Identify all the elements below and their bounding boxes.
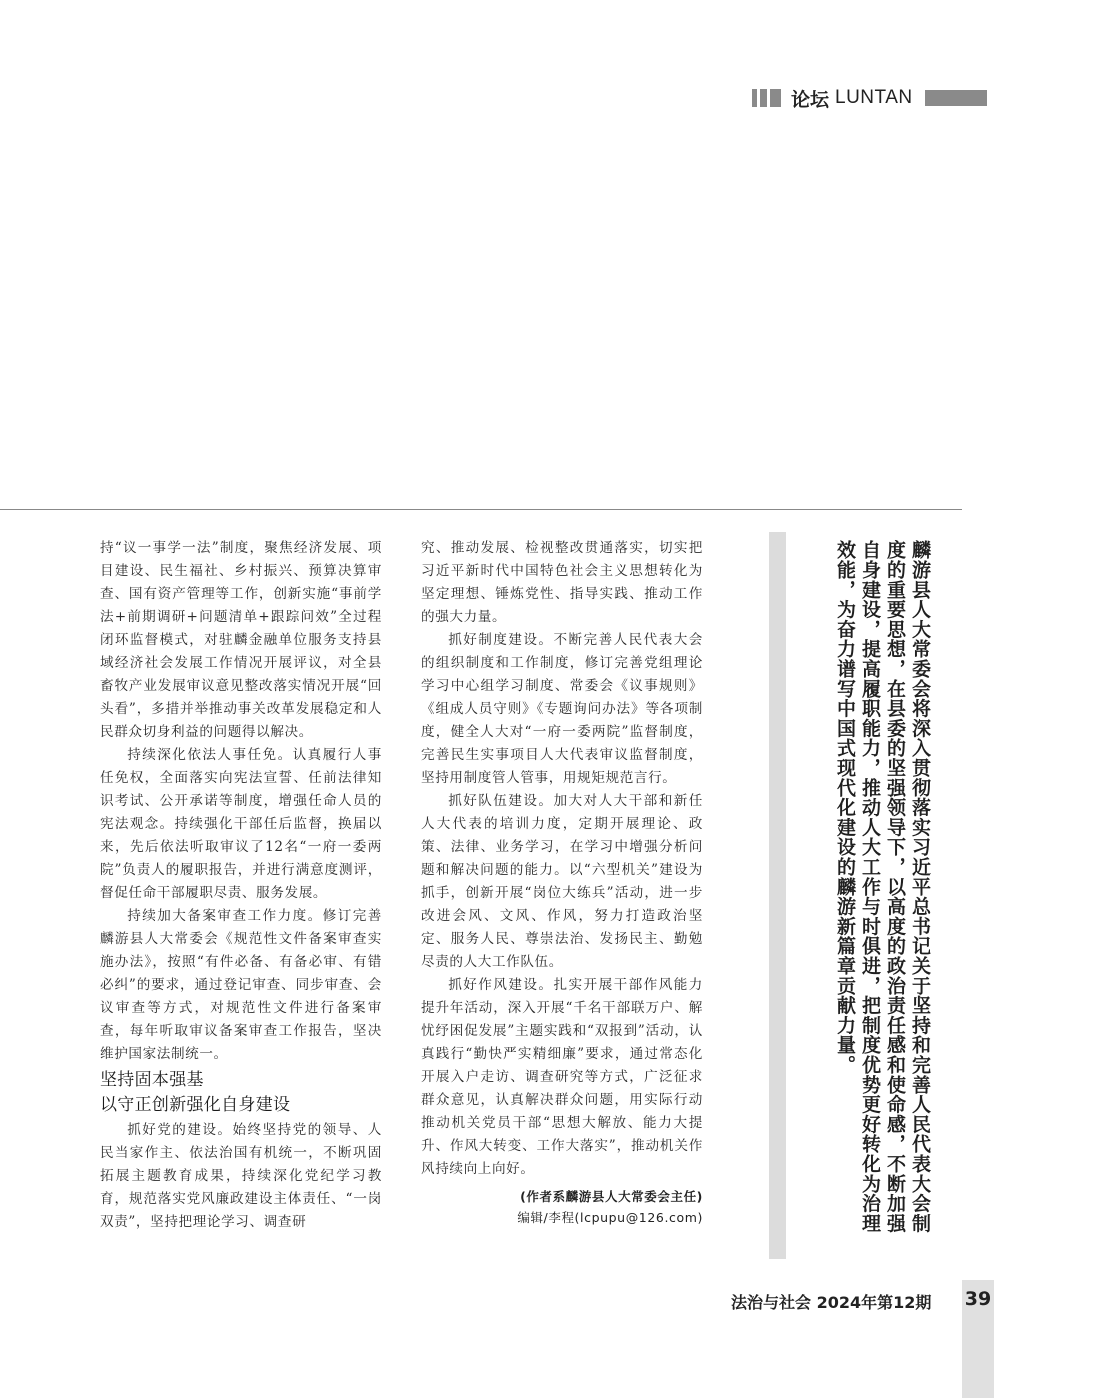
section-title-en: LUNTAN bbox=[835, 87, 913, 108]
paragraph: 持续加大备案审查工作力度。修订完善麟游县人大常委会《规范性文件备案审查实施办法》，按照“有件必备、有备必审、有错必纠”的要求，通过登记审查、同步审查、会议审查等方式，对规范性文件进行备案审查，每年听取审议备案审查工作报告，坚决维护国家法制统一。 bbox=[100, 908, 382, 1062]
issue-label: 2024年第12期 bbox=[816, 1293, 932, 1312]
author-credit: (作者系麟游县人大常委会主任) bbox=[520, 1189, 703, 1204]
header-bar-decoration bbox=[752, 89, 757, 107]
horizontal-divider bbox=[0, 509, 962, 510]
header-bar-decoration bbox=[770, 89, 781, 107]
paragraph: 持续深化依法人事任免。认真履行人事任免权，全面落实向宪法宣誓、任前法律知识考试、公开承诺等制度，增强任命人员的宪法观念。持续强化干部任后监督，换届以来，先后依法听取审议了12名“一府一委两院”负责人的履职报告，并进行满意度测评，督促任命干部履职尽责、服务发展。 bbox=[100, 747, 382, 901]
article-column-1 bbox=[100, 537, 382, 1234]
page-number: 39 bbox=[964, 1288, 992, 1310]
paragraph: 持“议一事学一法”制度，聚焦经济发展、项目建设、民生福社、乡村振兴、预算决算审查、国有资产管理等工作，创新实施“事前学法+前期调研+问题清单+跟踪问效”全过程闭环监督模式，对驻麟金融单位服务支持县域经济社会发展工作情况开展评议，对全县畜牧产业发展审议意见整改落实情况开展“回头看”，多措并举推动事关改革发展稳定和人民群众切身利益的问题得以解决。 bbox=[100, 540, 382, 740]
journal-footer bbox=[731, 1290, 931, 1313]
pullquote-vertical-text: 麟游县人大常委会将深入贯彻落实习近平总书记关于坚持和完善人民代表大会制度的重要思想，在县委的坚强领导下，以高度的政治责任感和使命感，不断加强自身建设，提高履职能力，推动人大工作与时俱进，把制度优势更好转化为治理效能，为奋力谱写中国式现代化建设的麟游新篇章贡献力量。 bbox=[834, 540, 931, 1233]
paragraph: 抓好队伍建设。加大对人大干部和新任人大代表的培训力度，定期开展理论、政策、法律、业务学习，在学习中增强分析问题和解决问题的能力。以“六型机关”建设为抓手，创新开展“岗位大练兵”活动，进一步改进会风、文风、作风，努力打造政治坚定、服务人民、尊崇法治、发扬民主、勤勉尽责的人大工作队伍。 bbox=[421, 793, 703, 970]
byline bbox=[421, 1186, 703, 1228]
paragraph: 抓好作风建设。扎实开展干部作风能力提升年活动，深入开展“千名干部联万户、解忧纾困促发展”主题实践和“双报到”活动，认真践行“勤快严实精细廉”要求，通过常态化开展入户走访、调查研究等方式，广泛征求群众意见，认真解决群众问题，用实际行动推动机关党员干部“思想大解放、能力大提升、作风大转变、工作大落实”，推动机关作风持续向上向好。 bbox=[421, 977, 703, 1177]
section-title-cn: 论坛 bbox=[791, 88, 830, 111]
paragraph: 抓好党的建设。始终坚持党的领导、人民当家作主、依法治国有机统一，不断巩固拓展主题教育成果，持续深化党纪学习教育，规范落实党风廉政建设主体责任、“一岗双责”，坚持把理论学习、调查研 bbox=[100, 1122, 382, 1230]
article-column-2 bbox=[421, 537, 703, 1228]
paragraph: 究、推动发展、检视整改贯通落实，切实把习近平新时代中国特色社会主义思想转化为坚定理想、锤炼党性、指导实践、推动工作的强大力量。 bbox=[421, 540, 703, 625]
header-tail-bar bbox=[925, 90, 987, 106]
section-subheading bbox=[100, 1068, 382, 1118]
header-bar-decoration bbox=[760, 89, 767, 107]
paragraph: 抓好制度建设。不断完善人民代表大会的组织制度和工作制度，修订完善党组理论学习中心组学习制度、常委会《议事规则》《组成人员守则》《专题询问办法》等各项制度，健全人大对“一府一委两院”监督制度，完善民生实事项目人大代表审议监督制度，坚持用制度管人管事，用规矩规范言行。 bbox=[421, 632, 703, 786]
section-header bbox=[752, 87, 987, 109]
pullquote-bar bbox=[769, 532, 786, 1259]
journal-name: 法治与社会 bbox=[731, 1293, 812, 1312]
editor-credit: 编辑/李程(lcpupu@126.com) bbox=[517, 1210, 703, 1225]
subheading-line-1: 坚持固本强基 bbox=[100, 1070, 204, 1090]
subheading-line-2: 以守正创新强化自身建设 bbox=[100, 1095, 291, 1115]
